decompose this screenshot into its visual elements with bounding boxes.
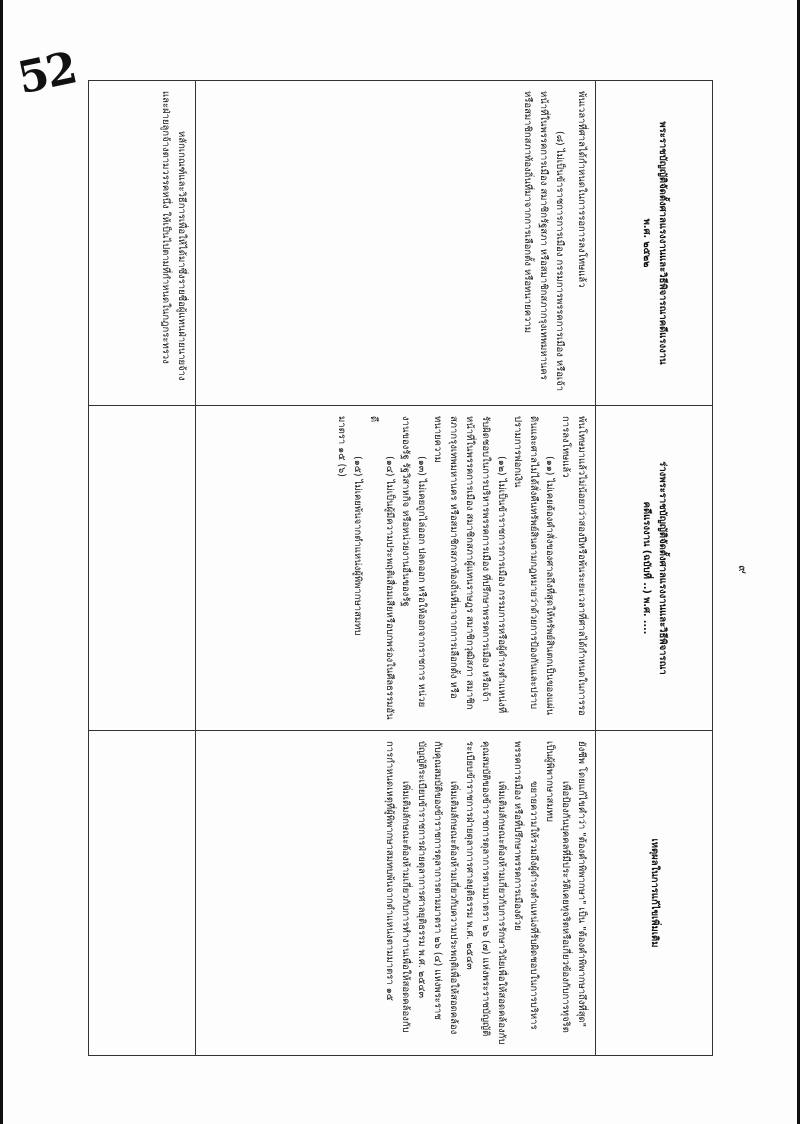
current-law-paragraph: พ้นเวลาที่ศาลได้กำหนดในการรอการลงโทษแล้ว — [576, 91, 587, 288]
reason-paragraph: เพิ่มเติมลักษณะต้องห้ามเกี่ยวกับความประพฤติเพื่อให้สอดคล้องกับคุณสมบัติของข้าราชการตุลาการตามมาตรา ๒๖ (๔) แห่งพระราชบัญญัติระเบียบข้าราชการฝ่ายตุลาการศาลยุติธรรม พ.ศ. ๒๕๔๓ — [416, 741, 459, 1035]
table-header-row — [596, 81, 713, 1056]
draft-law-section-ref: มาตรา ๑๕ (๖) — [336, 416, 347, 477]
header-draft-law-edition: คดีแรงงาน (ฉบับที่ ..) พ.ศ. .... — [641, 501, 652, 635]
reason-paragraph: เพิ่มเติมลักษณะต้องห้ามเกี่ยวกับการทำงานเพื่อให้สอดคล้องกับการกำหนดเหตุที่ผู้พิพากษาสมทบพ้นจากตำแหน่งตามมาตรา ๑๕ — [384, 741, 411, 1033]
draft-law-paragraph: (๑๕) ไม่เคยพ้นจากตำแหน่งผู้พิพากษาสมทบ — [352, 456, 363, 636]
cell-reason-empty — [89, 731, 196, 1056]
draft-law-paragraph: (๑๒) ไม่เป็นข้าราชการการเมือง กรรมการหรือผู้ดำรงตำแหน่งที่รับผิดชอบในการบริหารพรรคการเมือง ที่ปรึกษาพรรคการเมือง หรือเจ้าหน้าที่ในพรรคการเมือง สมาชิกสภาผู้แทนราษฎร สมาชิกวุฒิสภา สมาชิกสภากรุงเทพมหานคร หรือสมาชิกสภาท้องถิ่นที่มาจากการเลือกตั้ง หรือทนายความ — [432, 416, 507, 714]
draft-law-paragraph: (๑๔) ไม่เป็นผู้มีความประพฤติเสื่อมเสียหรือบกพร่องในศีลธรรมอันดี — [368, 416, 395, 720]
cell-draft-law — [196, 406, 596, 731]
header-current-law-year: พ.ศ. ๒๕๒๒ — [641, 218, 652, 268]
law-comparison-table — [88, 80, 713, 1056]
reason-paragraph: ยังชีพ โดยแก้ไขคำว่า "ต้องคำพิพากษา" เป็น "ต้องคำพิพากษาถึงที่สุด" — [576, 741, 587, 1028]
cell-reason — [196, 731, 596, 1056]
table-row — [89, 81, 196, 1056]
cell-draft-law-empty — [89, 406, 196, 731]
handwritten-page-mark: 52 — [13, 42, 80, 105]
table-row — [196, 81, 596, 1056]
header-draft-law-title: ร่างพระราชบัญญัติจัดตั้งศาลแรงงานและวิธีพิจารณา — [657, 461, 668, 675]
header-reason — [596, 731, 713, 1056]
cell-current-law — [89, 81, 196, 406]
reason-paragraph: ขยายความให้รวมถึงผู้ดำรงตำแหน่งที่รับผิดชอบในการบริหารพรรคการเมือง หรือที่ปรึกษาพรรคการเมืองด้วย — [512, 741, 539, 1030]
reason-paragraph: เพิ่มเติมลักษณะต้องห้ามเกี่ยวกับการรักษาวินัยเพื่อให้สอดคล้องกับคุณสมบัติของข้าราชการตุลาการตามมาตรา ๒๖ (๗) แห่งพระราชบัญญัติระเบียบข้าราชการฝ่ายตุลาการศาลยุติธรรม พ.ศ. ๒๕๔๓ — [464, 741, 507, 1045]
scan-edge-left — [0, 0, 3, 1124]
reason-paragraph: เพื่อป้องกันบุคคลที่มีประวัติเคยทุจริตหรือเกี่ยวข้องกับการทุจริตเป็นผู้พิพากษาสมทบ — [544, 741, 571, 1033]
header-reason-title: เหตุผลในการแก้ไขเพิ่มเติม — [649, 838, 660, 948]
rotated-comparison-table-container — [88, 80, 713, 1055]
draft-law-paragraph: (๑๓) ไม่เคยถูกไล่ออก ปลดออก หรือให้ออกจากราชการ หน่วยงานของรัฐ รัฐวิสาหกิจ หรือหน่วยงานอื่นของรัฐ — [400, 416, 427, 708]
draft-law-paragraph: (๑๑) ไม่เคยต้องคำสั่งของศาลถึงที่สุดให้ทรัพย์สินตกเป็นของแผ่นดินและศาลไม่ได้สั่งคืนทรัพย์สินตามกฎหมายว่าด้วยการป้องกันและปราบปรามการฟอกเงิน — [512, 416, 555, 716]
header-draft-law — [596, 406, 713, 731]
draft-law-paragraph: พ้นโทษมาแล้วไม่น้อยกว่าสองปีหรือพ้นระยะเวลาที่ศาลได้กำหนดในการรอการลงโทษแล้ว — [560, 416, 587, 716]
page-number: ๙ — [735, 565, 750, 574]
current-law-paragraph: (๘) ไม่เป็นข้าราชการการเมือง กรรมการพรรคการเมือง หรือเจ้าหน้าที่ในพรรคการเมือง สมาชิกรัฐสภา หรือสมาชิกสภากรุงเทพมหานคร หรือสมาชิกสภาท้องถิ่นที่มาจากการเลือกตั้ง หรือทนายความ — [522, 91, 565, 392]
cell-current-law — [196, 81, 596, 406]
current-law-paragraph: หลักเกณฑ์และวิธีการเพื่อให้ได้มาซึ่งรายชื่อผู้แทนฝ่ายนายจ้างและฝ่ายลูกจ้างตามวรรคหนึ่ง ให้เป็นไปตามที่กำหนดในกฎกระทรวง — [160, 91, 187, 381]
header-current-law-title: พระราชบัญญัติจัดตั้งศาลแรงงานและวิธีพิจารณาคดีแรงงาน — [657, 121, 668, 365]
header-current-law — [596, 81, 713, 406]
